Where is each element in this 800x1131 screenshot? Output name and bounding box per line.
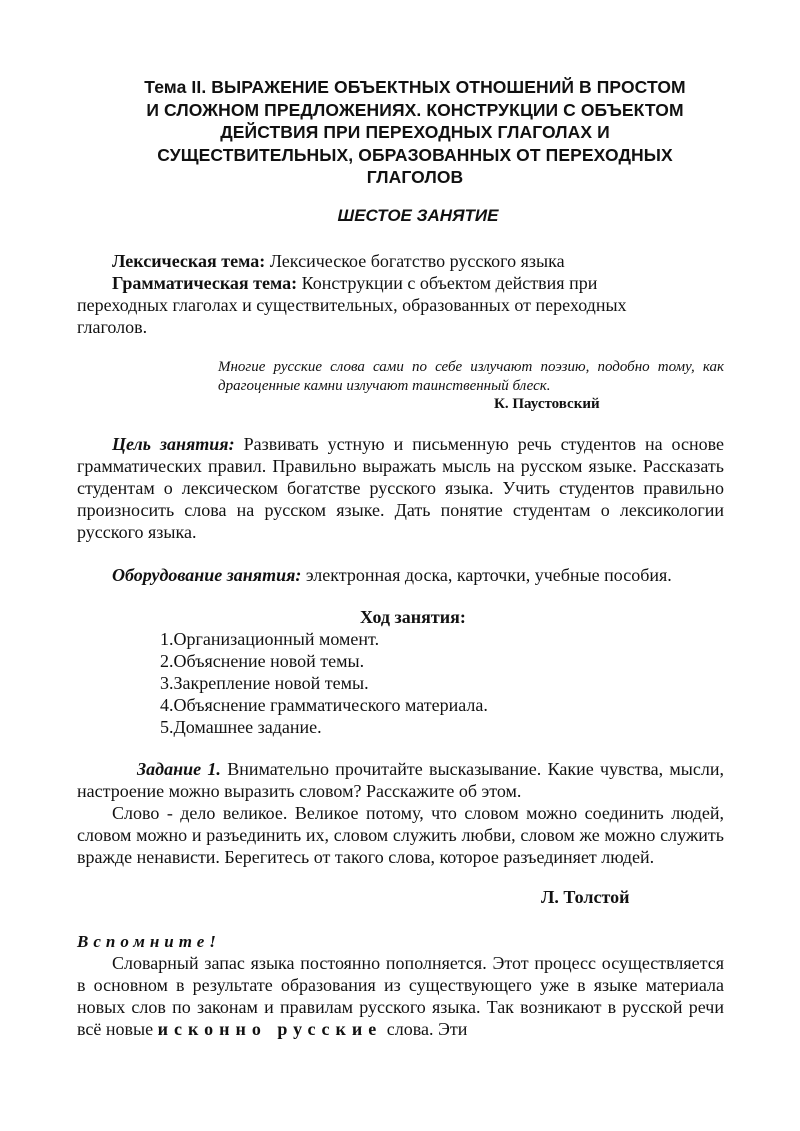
grammar-topic-label: Грамматическая тема: [112,273,298,293]
grammar-topic-continued: переходных глаголах и существительных, образованных от переходных [77,295,627,315]
task-1-text: Внимательно прочитайте высказывание. Какие чувства, мысли, настроение можно выразить словом? Расскажите об этом. [77,759,724,801]
tolstoy-quote [77,802,724,868]
epigraph-text: Многие русские слова сами по себе излучают поэзию, подобно тому, как драгоценные камни излучают таинственный блеск. [218,359,724,394]
lexical-topic-value: Лексическое богатство русского языка [269,251,565,271]
title-line: ДЕЙСТВИЯ ПРИ ПЕРЕХОДНЫХ ГЛАГОЛАХ И [220,122,610,142]
epigraph-author: К. Паустовский [494,396,600,412]
task-1 [77,758,724,802]
list-item: 3.Закрепление новой темы. [160,673,369,693]
lesson-equipment [112,564,672,586]
lesson-heading: ШЕСТОЕ ЗАНЯТИЕ [337,206,499,225]
title-line: ГЛАГОЛОВ [366,167,464,187]
quote-text: Слово - дело великое. Великое потому, что словом можно соединить людей, словом можно и разъединить их, словом служить любви, словом же можно служить вражде ненависти. Берегитесь от такого слова, которое разъединяет людей. [77,803,724,867]
list-item: 4.Объяснение грамматического материала. [160,695,488,715]
equipment-text: электронная доска, карточки, учебные пособия. [305,565,672,585]
grammar-topic-continued: глаголов. [77,317,148,337]
title-line: И СЛОЖНОМ ПРЕДЛОЖЕНИЯХ. КОНСТРУКЦИИ С ОБЪЕКТОМ [146,99,684,120]
task-1-label: Задание 1. [137,759,221,779]
quote-author: Л. Толстой [541,887,630,907]
lesson-goal [77,433,724,543]
lexical-topic [112,250,565,272]
equipment-label: Оборудование занятия: [112,565,302,585]
title-line: Тема II. ВЫРАЖЕНИЕ ОБЪЕКТНЫХ ОТНОШЕНИЙ В ПРОСТОМ [144,77,686,97]
lesson-plan-list [160,628,488,738]
remember-emphasis: исконно русские [157,1019,383,1039]
document-title [95,76,735,189]
lexical-topic-label: Лексическая тема: [112,251,266,271]
list-item: 1.Организационный момент. [160,629,380,649]
goal-label: Цель занятия: [112,434,235,454]
list-item: 2.Объяснение новой темы. [160,651,365,671]
remember-text [77,952,724,1040]
title-line: СУЩЕСТВИТЕЛЬНЫХ, ОБРАЗОВАННЫХ ОТ ПЕРЕХОДНЫХ [157,144,673,165]
remember-heading: Вспомните! [77,932,221,951]
remember-text-after: слова. Эти [386,1019,468,1039]
grammar-topic-value: Конструкции с объектом действия при [301,273,598,293]
course-title: Ход занятия: [360,607,466,627]
goal-text: Развивать устную и письменную речь студентов на основе грамматических правил. Правильно выражать мысль на русском языке. Рассказать студентам о лексическом богатстве русского языка. Учить студентов правильно произносить слова на русском языке. Дать понятие студентам о лексикологии русского языка. [77,434,725,542]
grammar-topic [112,272,597,294]
list-item: 5.Домашнее задание. [160,717,322,737]
remember-text-before: Словарный запас языка постоянно пополняется. Этот процесс осуществляется в основном в результате образования из существующего уже в языке материала новых слов по законам и правилам русского языка. Так возникают в русской речи всё новые [77,953,724,1039]
